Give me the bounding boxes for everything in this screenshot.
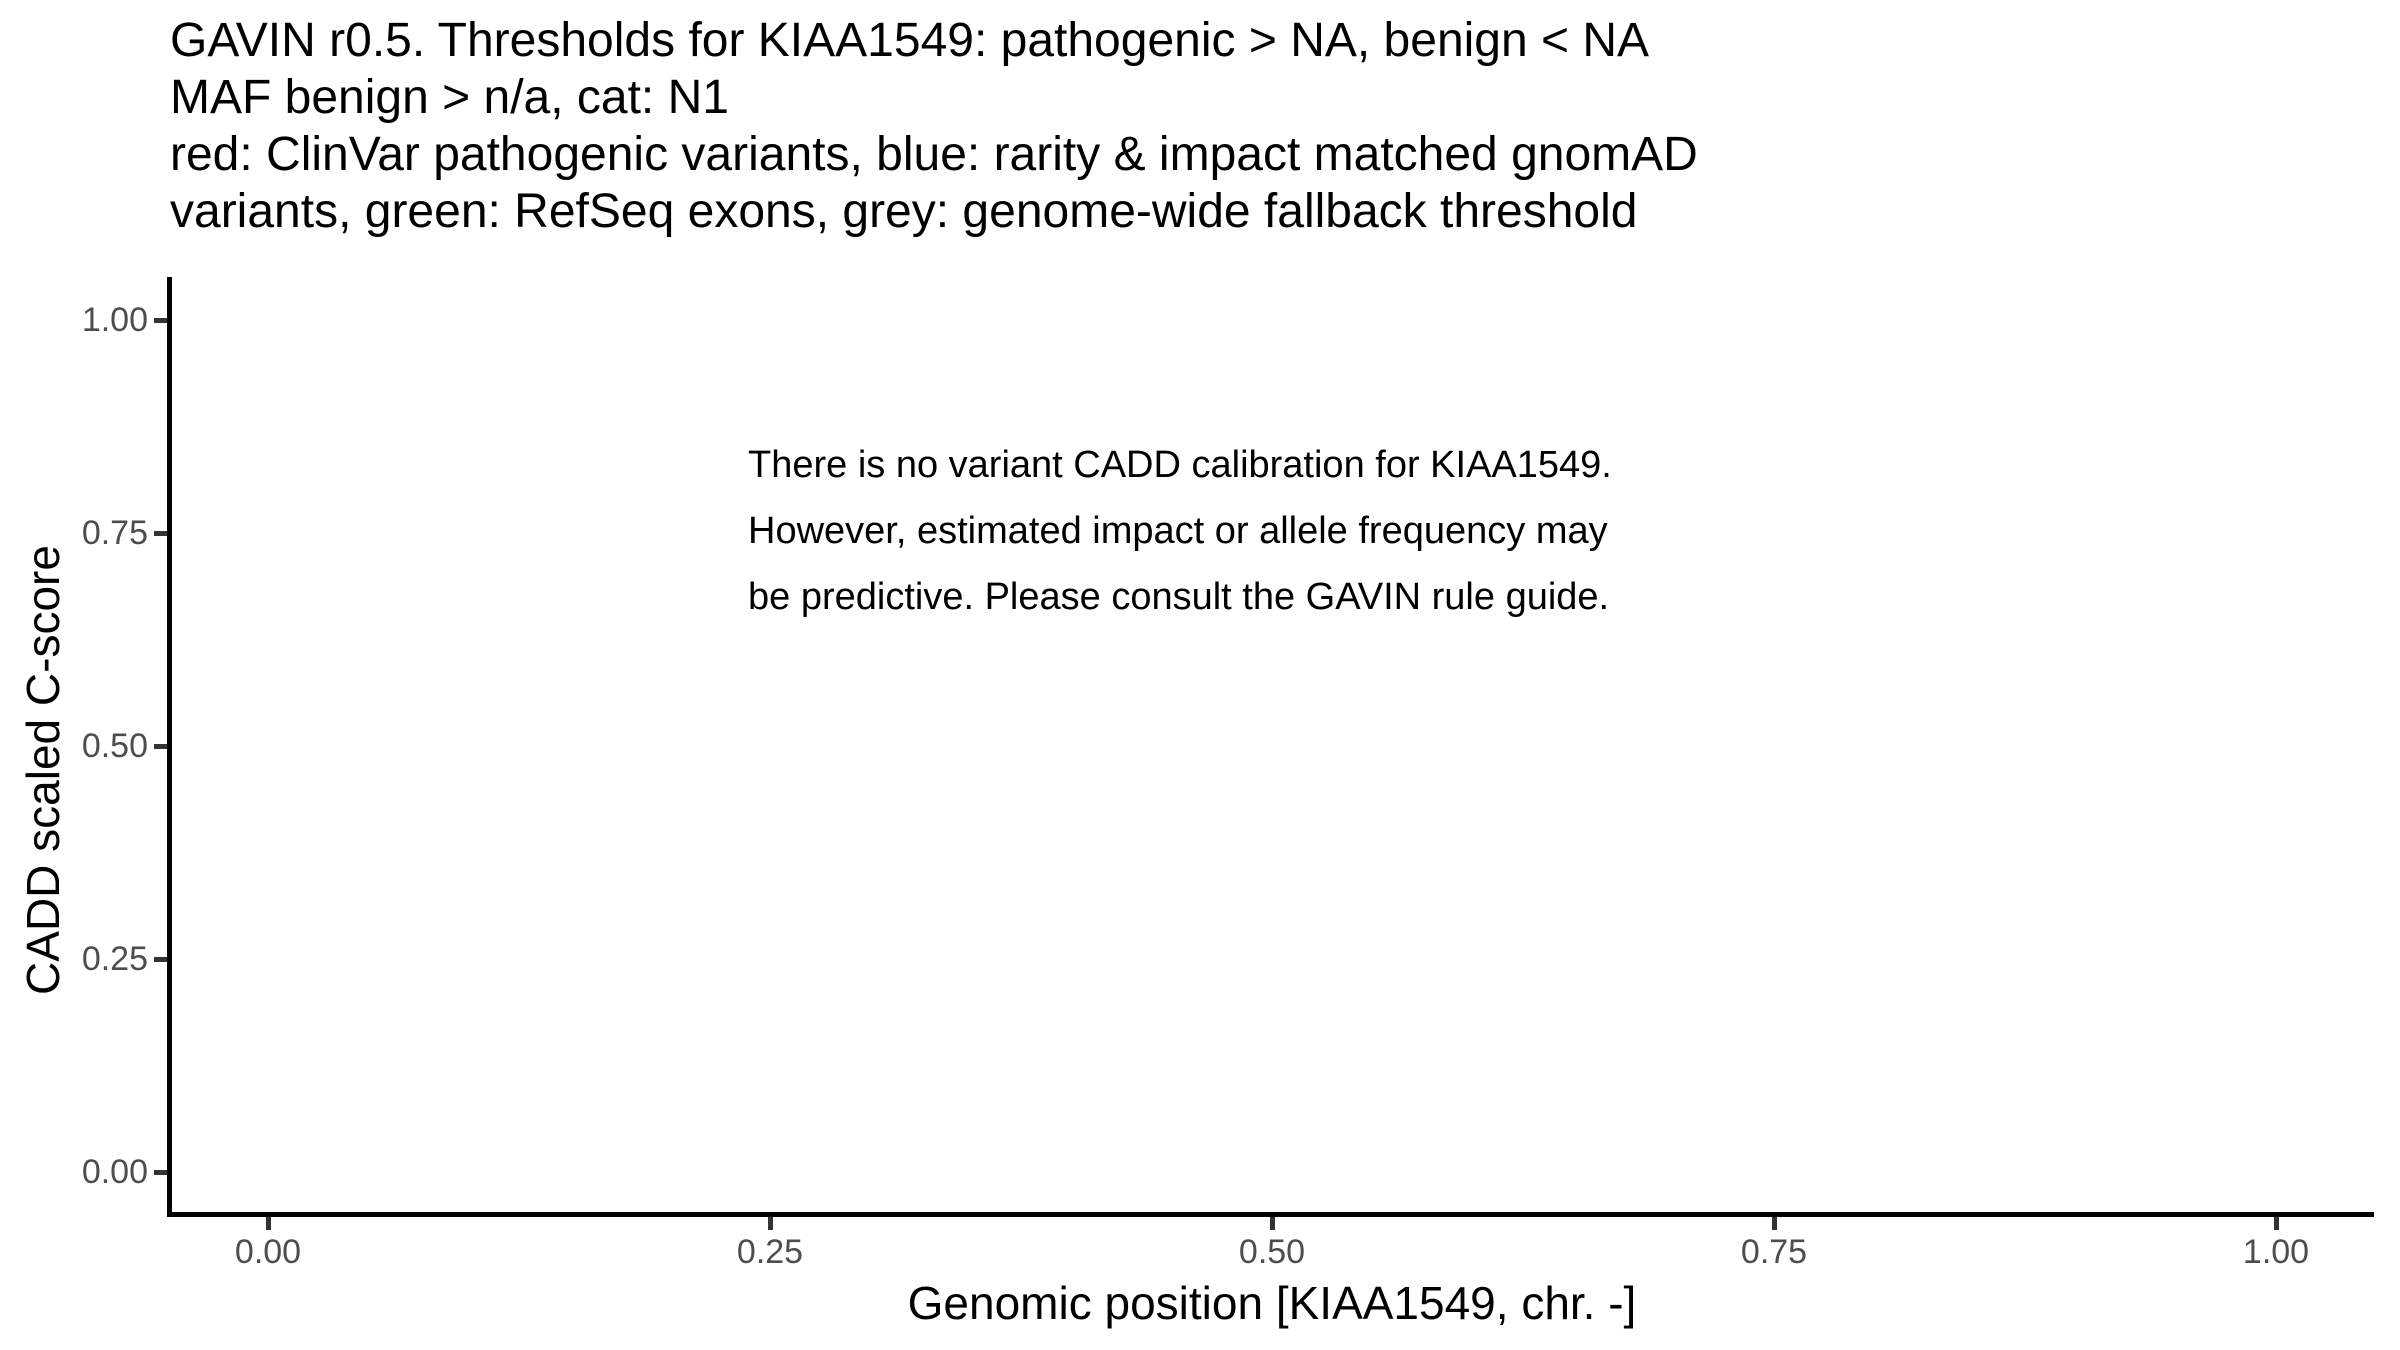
x-tick-label: 1.00	[2242, 1233, 2310, 1271]
y-tick-label: 0.25	[81, 940, 148, 978]
y-tick-label: 0.00	[81, 1153, 148, 1191]
y-tick-mark	[154, 531, 167, 536]
chart-title-line: MAF benign > n/a, cat: N1	[170, 71, 729, 124]
x-tick-label: 0.75	[1740, 1233, 1808, 1271]
y-axis-line	[167, 277, 172, 1217]
annotation-line: There is no variant CADD calibration for KIAA1549.	[748, 444, 1612, 486]
x-tick-mark	[1772, 1217, 1777, 1230]
x-tick-mark	[266, 1217, 271, 1230]
x-tick-label: 0.25	[736, 1233, 804, 1271]
y-tick-label: 0.75	[81, 514, 148, 552]
x-tick-label: 0.00	[234, 1233, 302, 1271]
y-tick-mark	[154, 957, 167, 962]
annotation-line: be predictive. Please consult the GAVIN rule guide.	[748, 576, 1610, 618]
y-axis-title: CADD scaled C-score	[17, 545, 69, 995]
y-tick-mark	[154, 318, 167, 323]
chart-title-line: red: ClinVar pathogenic variants, blue: rarity & impact matched gnomAD	[170, 128, 1698, 181]
chart-title-line: GAVIN r0.5. Thresholds for KIAA1549: pathogenic > NA, benign < NA	[170, 14, 1650, 67]
y-tick-mark	[154, 744, 167, 749]
chart-title	[170, 12, 1698, 240]
x-tick-mark	[1270, 1217, 1275, 1230]
y-tick-label: 1.00	[81, 301, 148, 339]
x-tick-mark	[768, 1217, 773, 1230]
x-tick-label: 0.50	[1238, 1233, 1306, 1271]
y-tick-mark	[154, 1170, 167, 1175]
plot-annotation	[748, 432, 1612, 630]
chart-title-line: variants, green: RefSeq exons, grey: genome-wide fallback threshold	[170, 185, 1638, 238]
x-axis-title: Genomic position [KIAA1549, chr. -]	[907, 1277, 1637, 1329]
x-tick-mark	[2274, 1217, 2279, 1230]
annotation-line: However, estimated impact or allele frequency may	[748, 510, 1608, 552]
y-tick-label: 0.50	[81, 727, 148, 765]
